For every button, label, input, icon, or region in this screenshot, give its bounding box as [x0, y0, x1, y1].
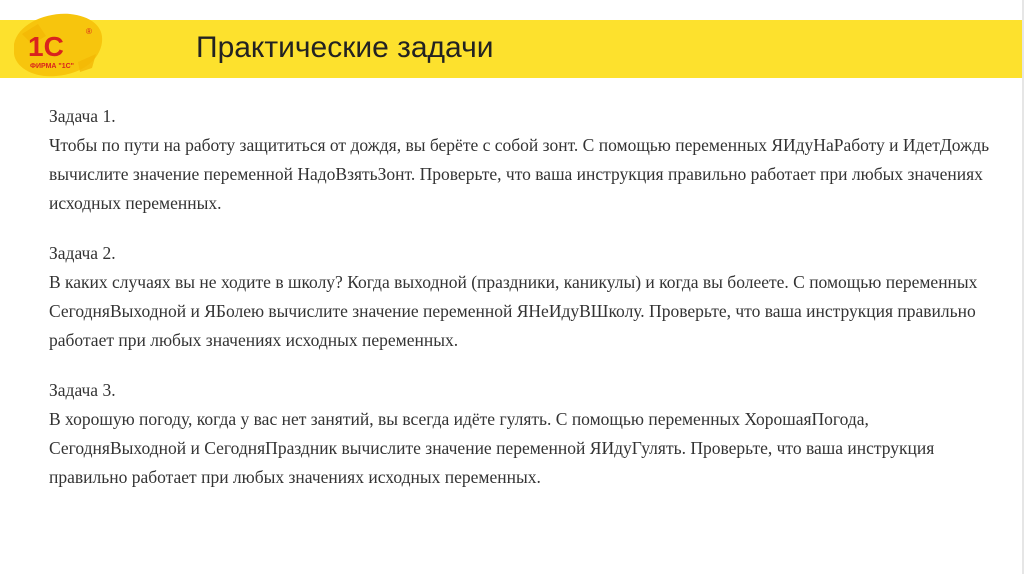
1c-logo	[8, 4, 108, 88]
page-title: Практические задачи	[196, 31, 494, 64]
logo-mark: 1С	[28, 31, 64, 62]
logo-registered: ®	[86, 27, 92, 36]
tasks-list	[49, 102, 1009, 513]
task-3	[49, 376, 1009, 492]
task-2	[49, 239, 1009, 355]
task-heading: Задача 1.	[49, 106, 116, 126]
task-text: В хорошую погоду, когда у вас нет занятий, вы всегда идёте гулять. С помощью переменных ХорошаяПогода, СегодняВыходной и СегодняПраздник вычислите значение переменной ЯИдуГулять. Проверьте, что ваша инструкция правильно работает при любых значениях исходных переменных.	[49, 409, 935, 487]
task-heading: Задача 2.	[49, 243, 116, 263]
task-text: В каких случаях вы не ходите в школу? Когда выходной (праздники, каникулы) и когда вы болеете. С помощью переменных СегодняВыходной и ЯБолею вычислите значение переменной ЯНеИдуВШколу. Проверьте, что ваша инструкция правильно работает при любых значениях исходных переменных.	[49, 272, 978, 350]
logo-caption: ФИРМА "1С"	[30, 63, 74, 70]
task-1	[49, 102, 1009, 218]
1c-logo-icon	[8, 4, 108, 88]
task-text: Чтобы по пути на работу защититься от дождя, вы берёте с собой зонт. С помощью переменных ЯИдуНаРаботу и ИдетДождь вычислите значение переменной НадоВзятьЗонт. Проверьте, что ваша инструкция правильно работает при любых значениях исходных переменных.	[49, 135, 990, 213]
title-bar	[0, 20, 1024, 78]
task-heading: Задача 3.	[49, 380, 116, 400]
